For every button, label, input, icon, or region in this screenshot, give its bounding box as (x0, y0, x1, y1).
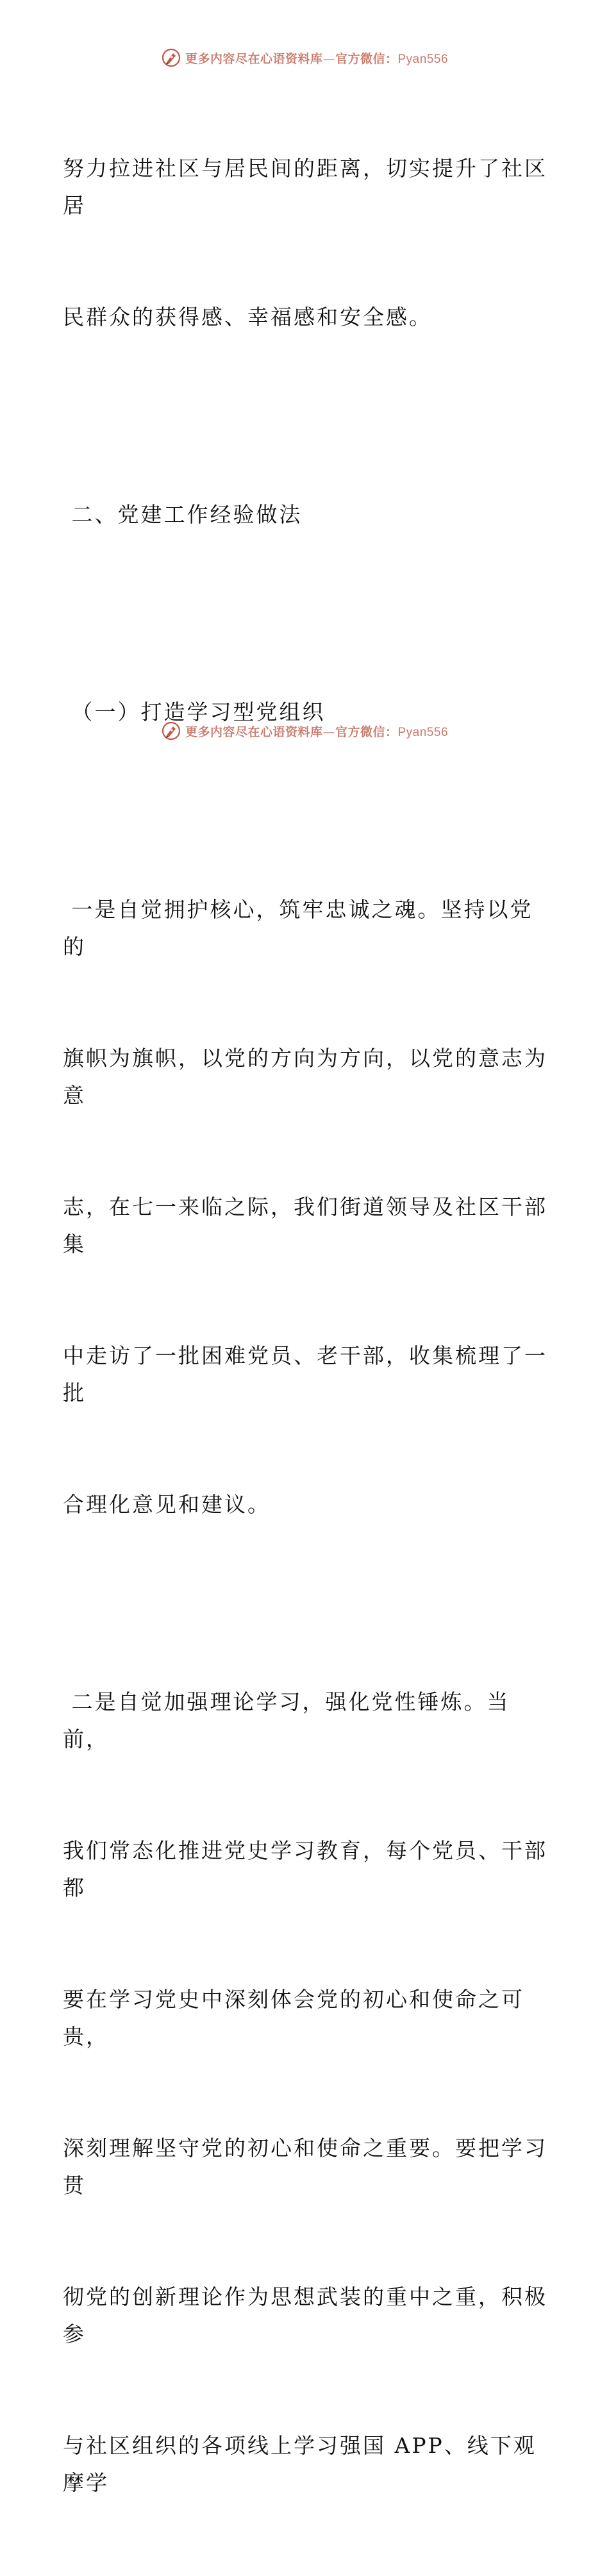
watermark-separator: — (322, 724, 335, 739)
watermark-separator: — (322, 51, 335, 66)
text-line: 努力拉进社区与居民间的距离，切实提升了社区居 (63, 156, 547, 218)
text-line: 深刻理解坚守党的初心和使命之重要。要把学习贯 (63, 2136, 547, 2198)
text-line: 民群众的获得感、幸福感和安全感。 (63, 305, 432, 330)
text-line: 彻党的创新理论作为思想武装的重中之重，积极参 (63, 2284, 547, 2346)
watermark-wechat-id: Pyan556 (397, 725, 449, 739)
watermark-brand: 更多内容尽在心语资料库 (185, 51, 323, 66)
paragraph-point-two (63, 1609, 550, 2576)
pen-nib-logo-icon (161, 721, 181, 741)
document-body (63, 76, 550, 2576)
paragraph-intro (63, 76, 550, 410)
watermark-text (185, 49, 448, 67)
pen-nib-logo-icon (161, 47, 181, 68)
text-line: 志，在七一来临之际，我们街道领导及社区干部集 (63, 1194, 547, 1257)
paragraph-point-one (63, 817, 550, 1598)
watermark-wechat-label: 官方微信： (335, 724, 398, 739)
watermark-wechat-label: 官方微信： (335, 51, 398, 66)
footer-watermark (0, 718, 609, 744)
heading-text: 二、党建工作经验做法 (63, 502, 303, 527)
subheading-text: （一）打造学习型党组织 (63, 699, 326, 724)
watermark-text (185, 723, 448, 740)
text-line: 要在学习党史中深刻体会党的初心和使命之可贵， (63, 1987, 524, 2049)
text-line: 旗帜为旗帜，以党的方向为方向，以党的意志为意 (63, 1046, 547, 1108)
header-watermark (0, 45, 609, 71)
watermark-wechat-id: Pyan556 (397, 52, 449, 66)
subsection-heading (63, 619, 550, 805)
text-line: 中走访了一批困难党员、老干部，收集梳理了一批 (63, 1343, 547, 1405)
text-line: 我们常态化推进党史学习教育，每个党员、干部都 (63, 1838, 547, 1900)
watermark-brand: 更多内容尽在心语资料库 (185, 724, 323, 739)
section-heading (63, 422, 550, 608)
text-line: 二是自觉加强理论学习，强化党性锤炼。当前， (63, 1689, 510, 1752)
text-line: 一是自觉拥护核心，筑牢忠诚之魂。坚持以党的 (63, 897, 533, 959)
text-line: 与社区组织的各项线上学习强国 APP、线下观摩学 (63, 2433, 537, 2495)
text-line: 合理化意见和建议。 (63, 1492, 271, 1517)
